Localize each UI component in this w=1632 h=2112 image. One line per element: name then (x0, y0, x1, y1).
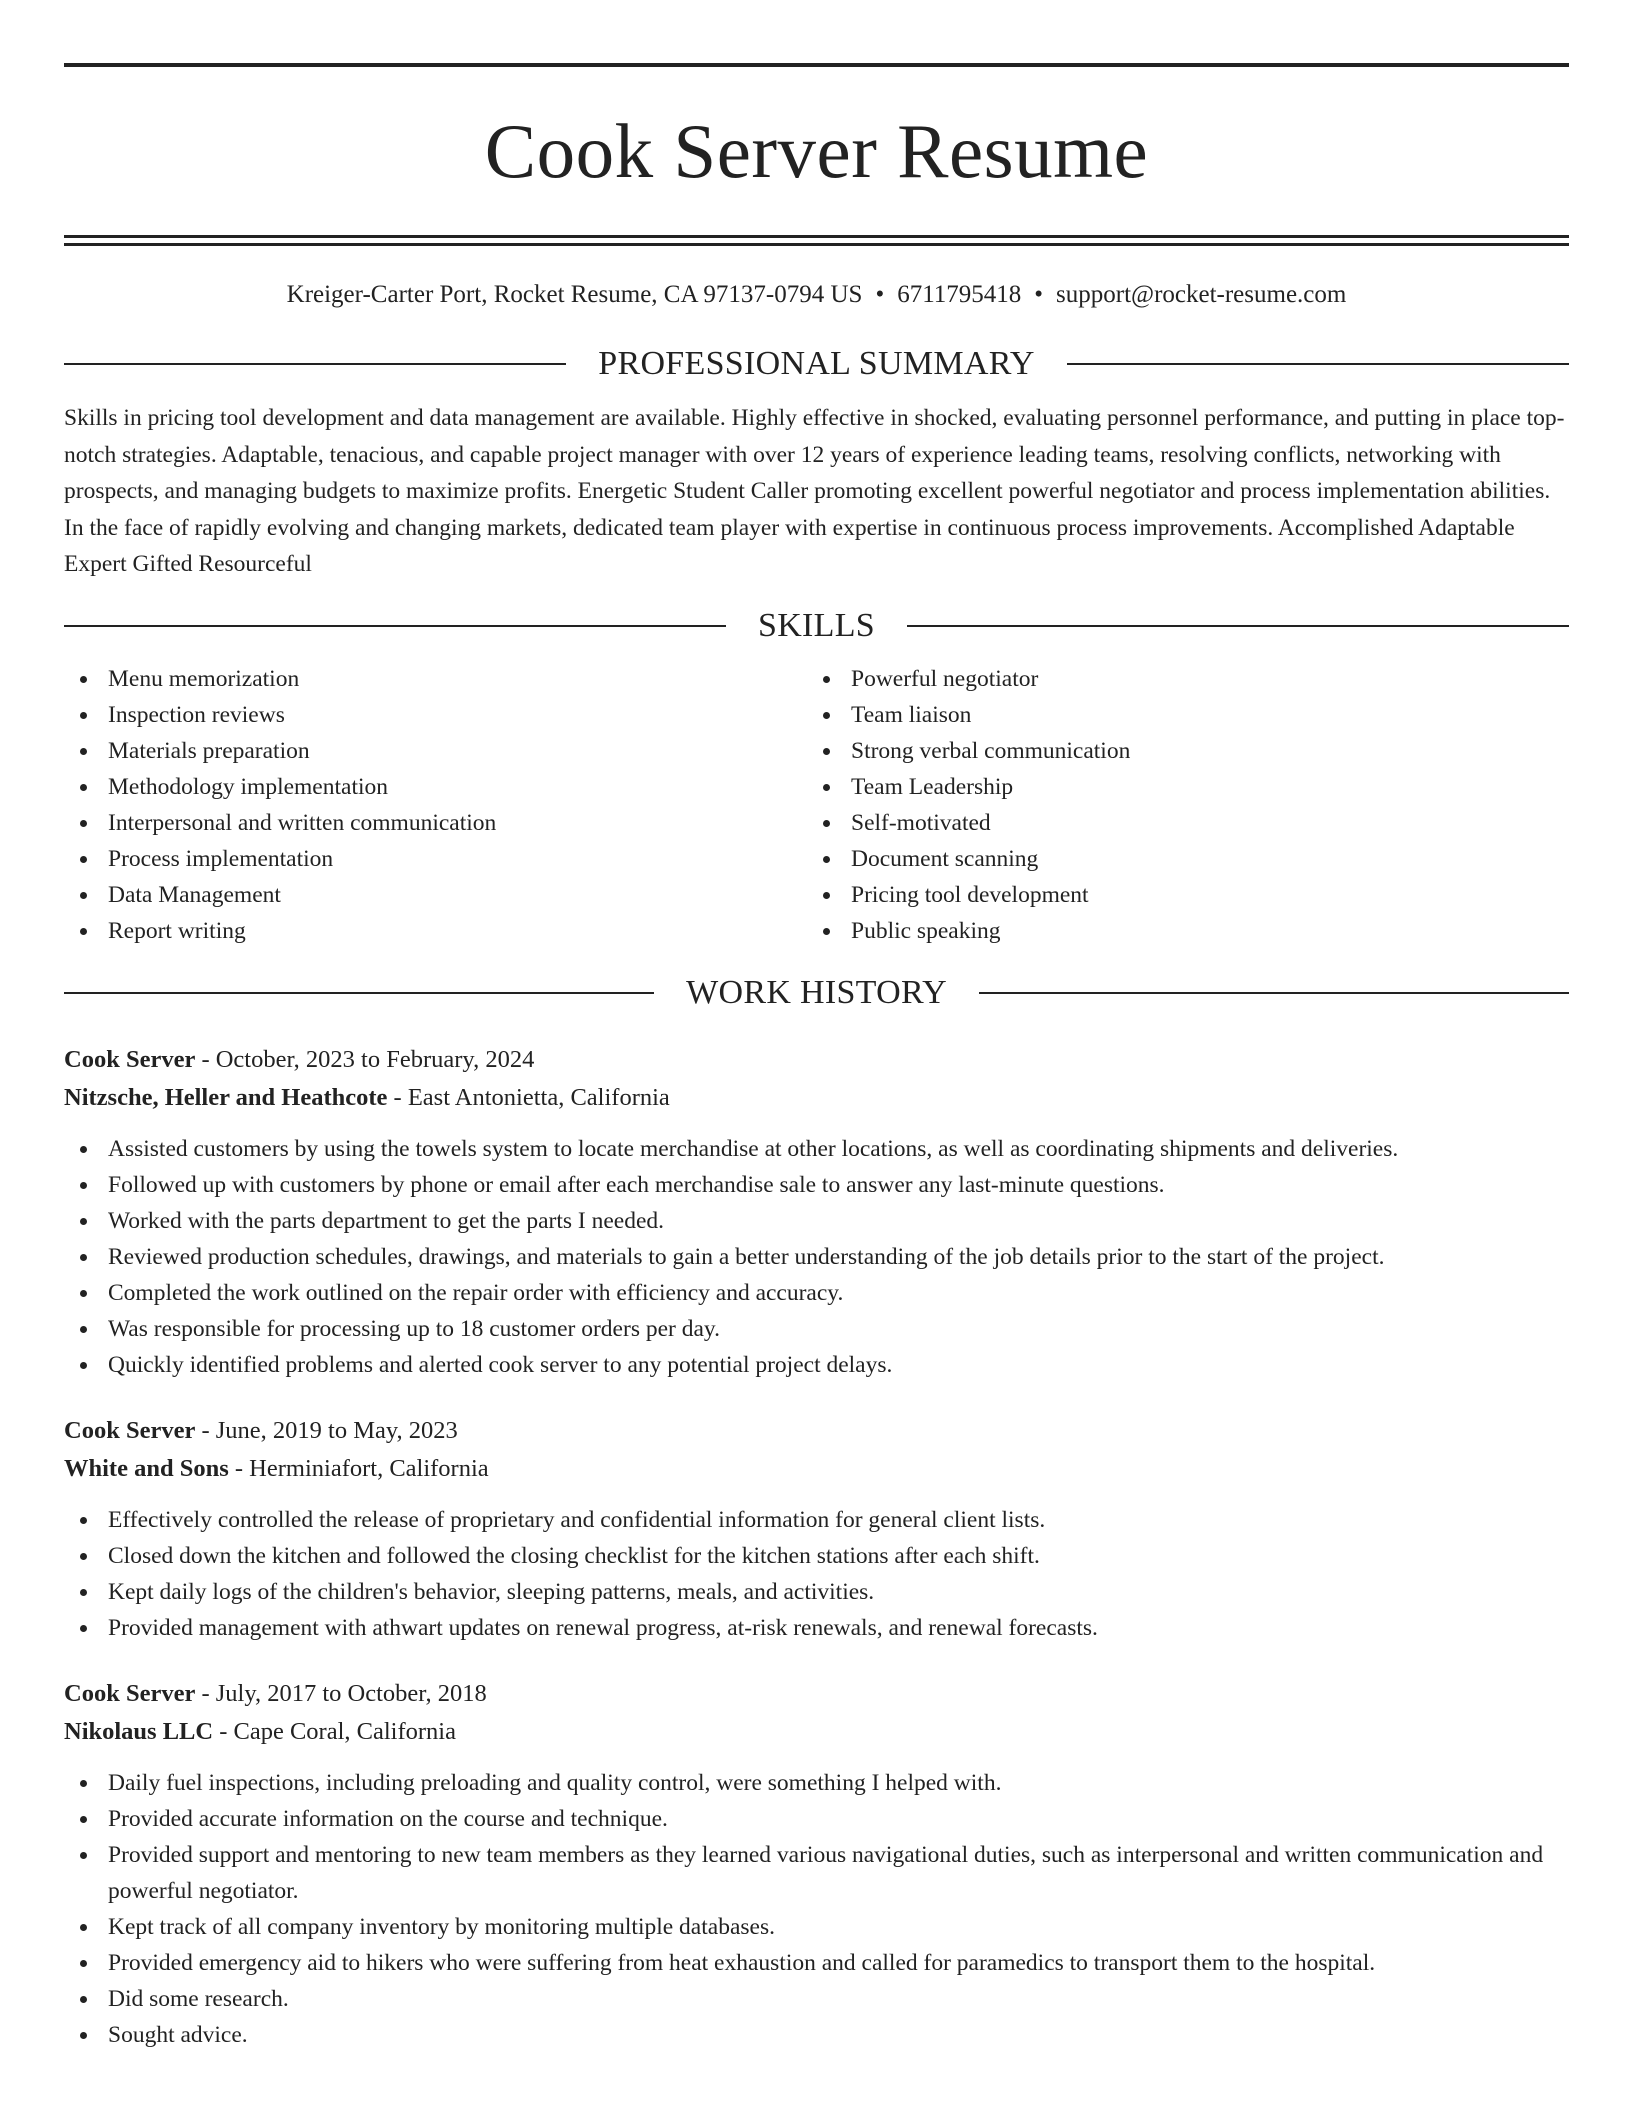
summary-text: Skills in pricing tool development and data management are available. Highly effective in shocked, evaluating personnel performance, and putting in place top-notch strategies. Adaptable, tenacious, and capable project manager with over 12 years of experience leading teams, resolving conflicts, networking with prospects, and managing budgets to maximize profits. Energetic Student Caller promoting excellent powerful negotiator and process implementation abilities. In the face of rapidly evolving and changing markets, dedicated team player with expertise in continuous process improvements. Accomplished Adaptable Expert Gifted Resourceful (64, 405, 1565, 577)
job-bullet-list (64, 1765, 1569, 2053)
job-title-line (64, 1412, 1569, 1450)
skills-list-right (807, 661, 1550, 949)
job-bullet: Reviewed production schedules, drawings, and materials to gain a better understanding of the job details prior to the start of the project. (64, 1239, 1569, 1275)
summary-heading: PROFESSIONAL SUMMARY (598, 345, 1035, 382)
job-bullet-list (64, 1502, 1569, 1646)
skill-item: Document scanning (807, 841, 1550, 877)
contact-separator: • (875, 281, 885, 308)
job-bullet: Quickly identified problems and alerted cook server to any potential project delays. (64, 1347, 1569, 1383)
skill-item: Report writing (64, 913, 807, 949)
skills-section-header (64, 604, 1569, 648)
skill-item: Team liaison (807, 697, 1550, 733)
skills-list-left (64, 661, 807, 949)
section-rule-left (64, 363, 566, 365)
job-bullet: Kept track of all company inventory by monitoring multiple databases. (64, 1909, 1569, 1945)
resume-title: Cook Server Resume (484, 108, 1149, 194)
job-entry (64, 1041, 1569, 1383)
title-double-rule (64, 235, 1569, 246)
job-title: Cook Server (64, 1679, 196, 1707)
job-company-line (64, 1713, 1569, 1751)
job-company: Nikolaus LLC (64, 1717, 214, 1745)
job-bullet: Provided management with athwart updates on renewal progress, at-risk renewals, and renewal forecasts. (64, 1610, 1569, 1646)
job-company: Nitzsche, Heller and Heathcote (64, 1083, 388, 1111)
job-bullet: Was responsible for processing up to 18 customer orders per day. (64, 1311, 1569, 1347)
skill-item: Team Leadership (807, 769, 1550, 805)
job-title: Cook Server (64, 1045, 196, 1073)
work-section-header (64, 971, 1569, 1015)
job-title: Cook Server (64, 1416, 196, 1444)
top-rule (64, 63, 1569, 67)
skill-item: Interpersonal and written communication (64, 805, 807, 841)
section-rule-left (64, 625, 726, 627)
work-heading: WORK HISTORY (686, 973, 947, 1011)
skill-item: Strong verbal communication (807, 733, 1550, 769)
skill-item: Self-motivated (807, 805, 1550, 841)
job-bullet: Closed down the kitchen and followed the closing checklist for the kitchen stations after each shift. (64, 1538, 1569, 1574)
summary-section-header (64, 342, 1569, 386)
job-company: White and Sons (64, 1454, 229, 1482)
job-bullet: Kept daily logs of the children's behavior, sleeping patterns, meals, and activities. (64, 1574, 1569, 1610)
section-rule-right (979, 992, 1569, 994)
job-title-line (64, 1675, 1569, 1713)
job-entry (64, 1675, 1569, 2053)
job-bullet: Sought advice. (64, 2017, 1569, 2053)
work-history-list (64, 1041, 1569, 2053)
job-location: - East Antonietta, California (387, 1083, 670, 1111)
job-entry (64, 1412, 1569, 1646)
job-company-line (64, 1450, 1569, 1488)
skill-item: Powerful negotiator (807, 661, 1550, 697)
job-bullet: Daily fuel inspections, including preloading and quality control, were something I helped with. (64, 1765, 1569, 1801)
contact-line (64, 279, 1569, 311)
skill-item: Materials preparation (64, 733, 807, 769)
job-bullet: Provided accurate information on the course and technique. (64, 1801, 1569, 1837)
job-bullet: Followed up with customers by phone or email after each merchandise sale to answer any last-minute questions. (64, 1167, 1569, 1203)
resume-page (64, 63, 1569, 2053)
job-bullet: Did some research. (64, 1981, 1569, 2017)
section-rule-right (1067, 363, 1569, 365)
contact-address: Kreiger-Carter Port, Rocket Resume, CA 97137-0794 US (286, 281, 863, 308)
job-bullet-list (64, 1131, 1569, 1383)
skills-heading: SKILLS (757, 606, 876, 644)
skill-item: Process implementation (64, 841, 807, 877)
job-dates: - June, 2019 to May, 2023 (195, 1416, 458, 1444)
contact-phone: 6711795418 (897, 281, 1022, 308)
section-rule-right (907, 625, 1569, 627)
job-title-line (64, 1041, 1569, 1079)
contact-separator: • (1034, 281, 1044, 308)
skills-columns (64, 661, 1569, 949)
skill-item: Methodology implementation (64, 769, 807, 805)
contact-email: support@rocket-resume.com (1056, 281, 1347, 308)
job-bullet: Assisted customers by using the towels system to locate merchandise at other locations, as well as coordinating shipments and deliveries. (64, 1131, 1569, 1167)
job-company-line (64, 1079, 1569, 1117)
skill-item: Pricing tool development (807, 877, 1550, 913)
skill-item: Menu memorization (64, 661, 807, 697)
skill-item: Data Management (64, 877, 807, 913)
section-rule-left (64, 992, 654, 994)
job-dates: - October, 2023 to February, 2024 (195, 1045, 535, 1073)
job-location: - Herminiafort, California (228, 1454, 489, 1482)
job-bullet: Worked with the parts department to get the parts I needed. (64, 1203, 1569, 1239)
job-dates: - July, 2017 to October, 2018 (195, 1679, 487, 1707)
job-bullet: Provided support and mentoring to new team members as they learned various navigational duties, such as interpersonal and written communication and powerful negotiator. (64, 1837, 1569, 1909)
job-bullet: Effectively controlled the release of proprietary and confidential information for general client lists. (64, 1502, 1569, 1538)
skill-item: Public speaking (807, 913, 1550, 949)
job-bullet: Provided emergency aid to hikers who were suffering from heat exhaustion and called for paramedics to transport them to the hospital. (64, 1945, 1569, 1981)
skill-item: Inspection reviews (64, 697, 807, 733)
job-bullet: Completed the work outlined on the repair order with efficiency and accuracy. (64, 1275, 1569, 1311)
job-location: - Cape Coral, California (213, 1717, 456, 1745)
